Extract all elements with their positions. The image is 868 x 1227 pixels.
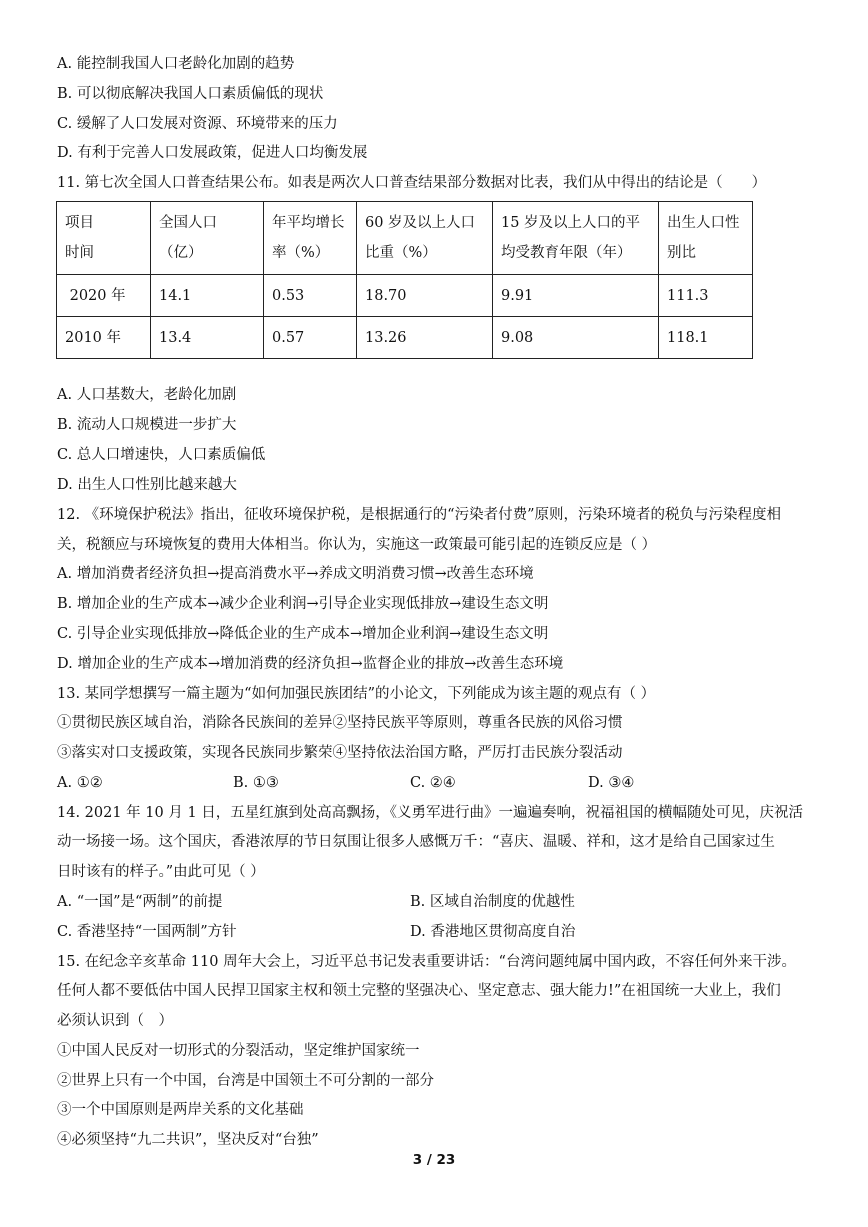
q14-option-d: D. 香港地区贯彻高度自治 (410, 924, 576, 940)
q13-option-a: A. ①② (57, 775, 103, 791)
q10-option-c: C. 缓解了人口发展对资源、环境带来的压力 (57, 116, 338, 132)
table-cell: 118.1 (659, 317, 753, 359)
q13-option-c: C. ②④ (410, 775, 456, 791)
q13-items-line-2: ③落实对口支援政策，实现各民族同步繁荣④坚持依法治国方略，严厉打击民族分裂活动 (57, 745, 623, 761)
table-cell: 18.70 (357, 275, 493, 317)
q14-stem-line-2: 动一场接一场。这个国庆，香港浓厚的节日氛围让很多人感慨万千：“喜庆、温暖、祥和，这才是给自己国家过生 (57, 834, 775, 850)
q15-item-2: ②世界上只有一个中国，台湾是中国领土不可分割的一部分 (57, 1073, 434, 1089)
q12-option-b: B. 增加企业的生产成本→减少企业利润→引导企业实现低排放→建设生态文明 (57, 596, 549, 612)
q12-option-c: C. 引导企业实现低排放→降低企业的生产成本→增加企业利润→建设生态文明 (57, 626, 549, 642)
q12-option-d: D. 增加企业的生产成本→增加消费的经济负担→监督企业的排放→改善生态环境 (57, 656, 564, 672)
table-header-cell: 全国人口 （亿） (151, 202, 264, 275)
table-header-cell: 15 岁及以上人口的平 均受教育年限（年） (493, 202, 659, 275)
q13-items-line-1: ①贯彻民族区域自治，消除各民族间的差异②坚持民族平等原则，尊重各民族的风俗习惯 (57, 715, 623, 731)
q12-option-a: A. 增加消费者经济负担→提高消费水平→养成文明消费习惯→改善生态环境 (57, 566, 534, 582)
q10-option-a: A. 能控制我国人口老龄化加剧的趋势 (57, 56, 295, 72)
q13-option-d: D. ③④ (588, 775, 635, 791)
q11-stem: 11. 第七次全国人口普查结果公布。如表是两次人口普查结果部分数据对比表，我们从中得出的结论是（ ） (57, 175, 767, 191)
q13-stem: 13. 某同学想撰写一篇主题为“如何加强民族团结”的小论文，下列能成为该主题的观点有（ ） (57, 686, 656, 702)
q10-option-b: B. 可以彻底解决我国人口素质偏低的现状 (57, 86, 324, 102)
q15-item-1: ①中国人民反对一切形式的分裂活动，坚定维护国家统一 (57, 1043, 420, 1059)
table-cell: 2020 年 (57, 275, 151, 317)
q14-option-c: C. 香港坚持“一国两制”方针 (57, 924, 237, 940)
table-cell: 9.08 (493, 317, 659, 359)
q15-item-4: ④必须坚持“九二共识”，坚决反对“台独” (57, 1132, 319, 1148)
q12-stem-line-1: 12. 《环境保护税法》指出，征收环境保护税，是根据通行的“污染者付费”原则，污染环境者的税负与污染程度相 (57, 507, 781, 523)
q13-option-b: B. ①③ (233, 775, 279, 791)
census-table (56, 201, 753, 359)
table-header-cell: 年平均增长 率（%） (264, 202, 357, 275)
q11-option-c: C. 总人口增速快，人口素质偏低 (57, 447, 266, 463)
q11-option-a: A. 人口基数大，老龄化加剧 (57, 387, 237, 403)
q14-option-a: A. “一国”是“两制”的前提 (57, 894, 223, 910)
table-cell: 0.57 (264, 317, 357, 359)
q12-stem-line-2: 关，税额应与环境恢复的费用大体相当。你认为，实施这一政策最可能引起的连锁反应是（ ） (57, 537, 657, 553)
q14-option-b: B. 区域自治制度的优越性 (410, 894, 575, 910)
q15-stem-line-1: 15. 在纪念辛亥革命 110 周年大会上，习近平总书记发表重要讲话：“台湾问题纯属中国内政，不容任何外来干涉。 (57, 954, 796, 970)
page-number: 3 / 23 (412, 1152, 456, 1168)
table-cell: 2010 年 (57, 317, 151, 359)
table-header-cell: 60 岁及以上人口 比重（%） (357, 202, 493, 275)
table-cell: 9.91 (493, 275, 659, 317)
table-row (57, 317, 753, 359)
q15-item-3: ③一个中国原则是两岸关系的文化基础 (57, 1102, 304, 1118)
q10-option-d: D. 有利于完善人口发展政策，促进人口均衡发展 (57, 145, 368, 161)
table-header-cell: 出生人口性 别比 (659, 202, 753, 275)
q11-option-b: B. 流动人口规模进一步扩大 (57, 417, 237, 433)
table-row (57, 275, 753, 317)
table-header-cell: 项目 时间 (57, 202, 151, 275)
table-cell: 14.1 (151, 275, 264, 317)
q11-option-d: D. 出生人口性别比越来越大 (57, 477, 237, 493)
table-cell: 13.26 (357, 317, 493, 359)
q14-stem-line-1: 14. 2021 年 10 月 1 日，五星红旗到处高高飘扬，《义勇军进行曲》一遍遍奏响，祝福祖国的横幅随处可见，庆祝活 (57, 805, 804, 821)
table-cell: 0.53 (264, 275, 357, 317)
q15-stem-line-2: 任何人都不要低估中国人民捍卫国家主权和领土完整的坚强决心、坚定意志、强大能力!”在祖国统一大业上，我们 (57, 983, 781, 999)
table-cell: 13.4 (151, 317, 264, 359)
table-header-row (57, 202, 753, 275)
table-cell: 111.3 (659, 275, 753, 317)
q14-stem-line-3: 日时该有的样子。”由此可见（ ） (57, 864, 265, 880)
q15-stem-line-3: 必须认识到（ ） (57, 1013, 173, 1029)
